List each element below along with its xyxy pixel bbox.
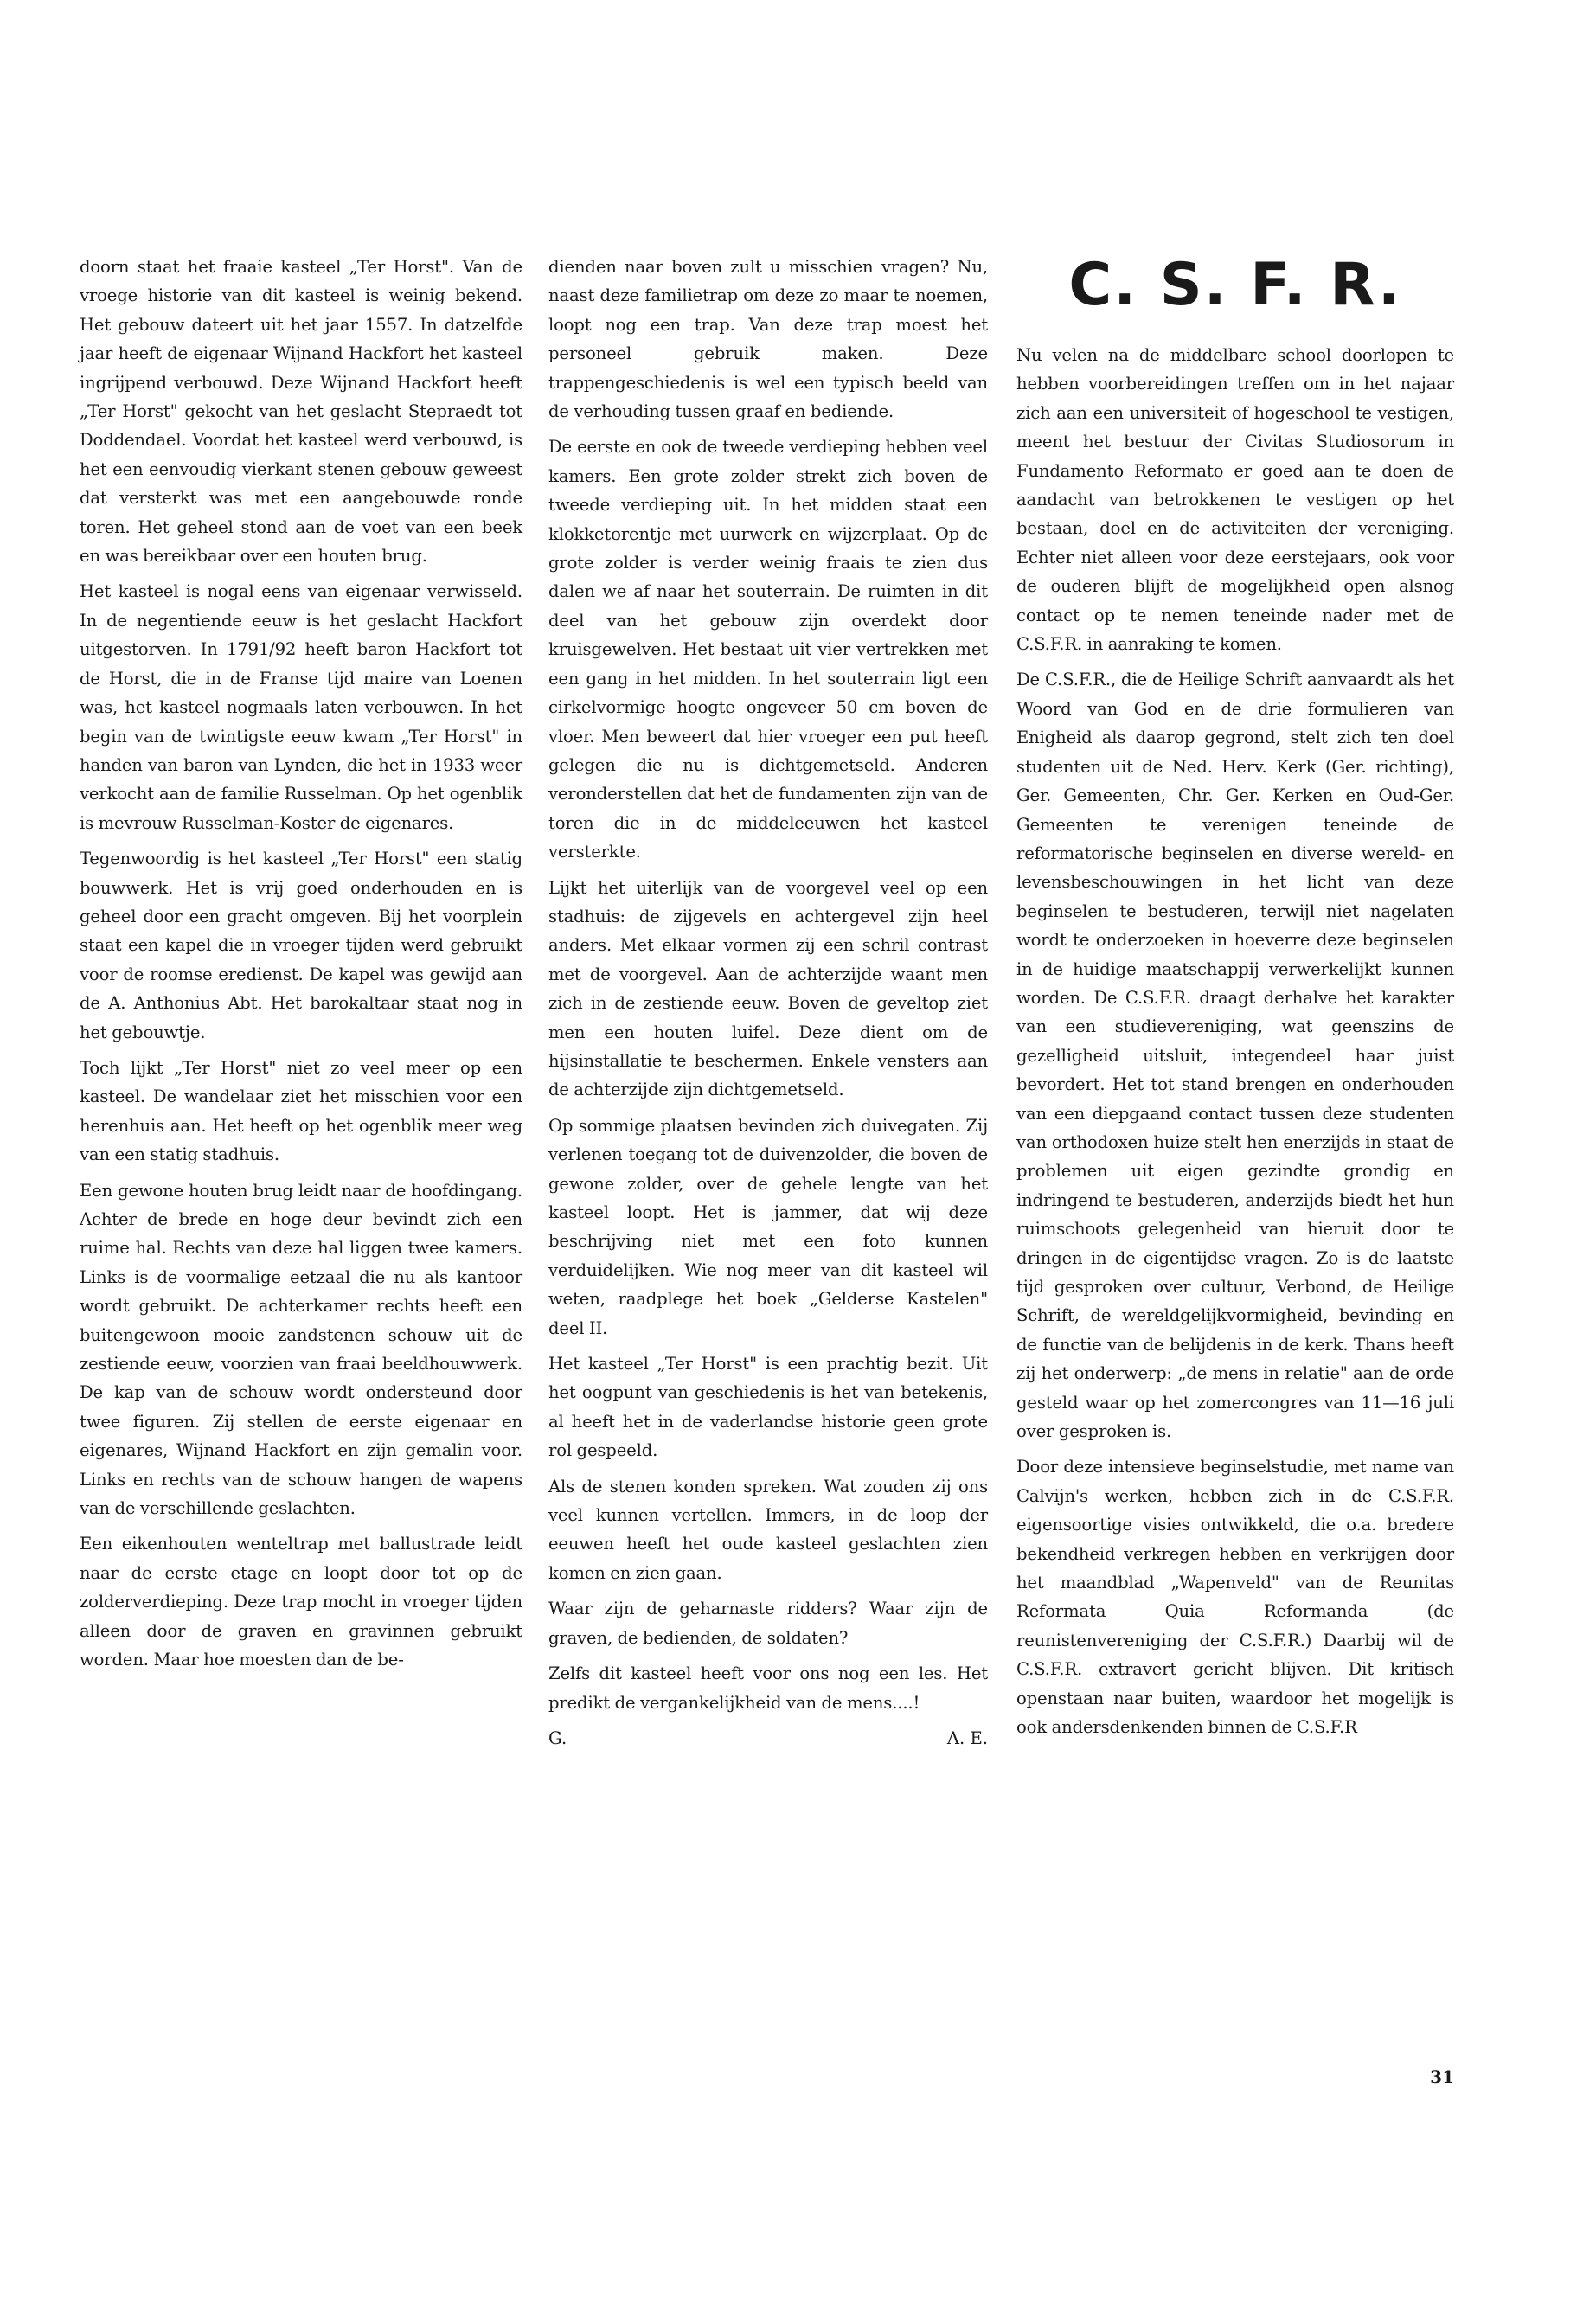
paragraph: Zelfs dit kasteel heeft voor ons nog een les. Het predikt de vergankelijkheid van de mens....! — [548, 1663, 988, 1713]
paragraph: Tegenwoordig is het kasteel „Ter Horst" een statig bouwwerk. Het is vrij goed onderhouden en is geheel door een gracht omgeven. Bij het voorplein staat een kapel die in vroeger tijden werd gebruikt voor de roomse eredienst. De kapel was gewijd aan de A. Anthonius Abt. Het barokaltaar staat nog in het gebouwtje. — [80, 849, 522, 1042]
paragraph: doorn staat het fraaie kasteel „Ter Horst". Van de vroege historie van dit kasteel is weinig bekend. Het gebouw dateert uit het jaar 1557. In datzelfde jaar heeft de eigenaar Wijnand Hackfort het kasteel ingrijpend verbouwd. Deze Wijnand Hackfort heeft „Ter Horst" gekocht van het geslacht Stepraedt tot Doddendael. Voordat het kasteel werd verbouwd, is het een eenvoudig vierkant stenen gebouw geweest dat versterkt was met een aangebouwde ronde toren. Het geheel stond aan de voet van een beek en was bereikbaar over een houten brug. — [80, 257, 522, 567]
paragraph: De C.S.F.R., die de Heilige Schrift aanvaardt als het Woord van God en de drie formulieren van Enigheid als daarop gegrond, stelt zich ten doel studenten uit de Ned. Herv. Kerk (Ger. richting), Ger. Gemeenten, Chr. Ger. Kerken en Oud-Ger. Gemeenten te verenigen teneinde de reformatorische beginselen en diverse wereld- en levensbeschouwingen in het licht van deze beginselen te bestuderen, terwijl niet nagelaten wordt te onderzoeken in hoeverre deze beginselen in de huidige maatschappij verwerkelijkt kunnen worden. De C.S.F.R. draagt derhalve het karakter van een studievereniging, wat geenszins de gezelligheid uitsluit, integendeel haar juist bevordert. Het tot stand brengen en onderhouden van een diepgaand contact tussen deze studenten van orthodoxen huize stelt hen enerzijds in staat de problemen uit eigen gezindte grondig en indringend te bestuderen, anderzijds biedt het hun ruimschoots gelegenheid van hieruit door te dringen in de eigentijdse vragen. Zo is de laatste tijd gesproken over cultuur, Verbond, de Heilige Schrift, de wereldgelijkvormigheid, bevinding en de functie van de belijdenis in de kerk. Thans heeft zij het onderwerp: „de mens in relatie" aan de orde gesteld waar op het zomercongres van 11—16 juli over gesproken is. — [1016, 670, 1454, 1442]
paragraph: Toch lijkt „Ter Horst" niet zo veel meer op een kasteel. De wandelaar ziet het misschien voor een herenhuis aan. Het heeft op het ogenblik meer weg van een statig stadhuis. — [80, 1057, 522, 1165]
paragraph: De eerste en ook de tweede verdieping hebben veel kamers. Een grote zolder strekt zich boven de tweede verdieping uit. In het midden staat een klokketorentje met uurwerk en wijzerplaat. Op de grote zolder is verder weinig fraais te zien dus dalen we af naar het souterrain. De ruimten in dit deel van het gebouw zijn overdekt door kruisgewelven. Het bestaat uit vier vertrekken met een gang in het midden. In het souterrain ligt een cirkelvormige hoogte ongeveer 50 cm boven de vloer. Men beweert dat hier vroeger een put heeft gelegen die nu is dichtgemetseld. Anderen veronderstellen dat het de fundamenten zijn van de toren die in de middeleeuwen het kasteel versterkte. — [548, 437, 988, 862]
signature-initial-left: G. — [548, 1727, 567, 1748]
article-heading: C. S. F. R. — [1068, 251, 1402, 319]
author-signature — [548, 1724, 988, 1753]
paragraph: dienden naar boven zult u misschien vragen? Nu, naast deze familietrap om deze zo maar te noemen, loopt nog een trap. Van deze trap moest het personeel gebruik maken. Deze trappengeschiedenis is wel een typisch beeld van de verhouding tussen graaf en bediende. — [548, 257, 988, 422]
paragraph: Als de stenen konden spreken. Wat zouden zij ons veel kunnen vertellen. Immers, in de loop der eeuwen heeft het oude kasteel geslachten zien komen en zien gaan. — [548, 1476, 988, 1583]
paragraph: Op sommige plaatsen bevinden zich duivegaten. Zij verlenen toegang tot de duivenzolder, die boven de gewone zolder, over de gehele lengte van het kasteel loopt. Het is jammer, dat wij deze beschrijving niet met een foto kunnen verduidelijken. Wie nog meer van dit kasteel wil weten, raadplege het boek „Gelderse Kastelen" deel II. — [548, 1115, 988, 1338]
paragraph: Lijkt het uiterlijk van de voorgevel veel op een stadhuis: de zijgevels en achtergevel zijn heel anders. Met elkaar vormen zij een schril contrast met de voorgevel. Aan de achterzijde waant men zich in de zestiende eeuw. Boven de geveltop ziet men een houten luifel. Deze dient om de hijsinstallatie te beschermen. Enkele vensters aan de achterzijde zijn dichtgemetseld. — [548, 877, 988, 1100]
paragraph: Nu velen na de middelbare school doorlopen te hebben voorbereidingen treffen om in het najaar zich aan een universiteit of hogeschool te vestigen, meent het bestuur der Civitas Studiosorum in Fundamento Reformato er goed aan te doen de aandacht van betrokkenen te vestigen op het bestaan, doel en de activiteiten der vereniging. Echter niet alleen voor deze eerstejaars, ook voor de ouderen blijft de mogelijkheid open alsnog contact op te nemen teneinde nader met de C.S.F.R. in aanraking te komen. — [1016, 345, 1454, 655]
article-column-2 — [548, 253, 988, 1753]
paragraph: Het kasteel is nogal eens van eigenaar verwisseld. In de negentiende eeuw is het geslacht Hackfort uitgestorven. In 1791/92 heeft baron Hackfort tot de Horst, die in de Franse tijd maire van Loenen was, het kasteel nogmaals laten verbouwen. In het begin van de twintigste eeuw kwam „Ter Horst" in handen van baron van Lynden, die het in 1933 weer verkocht aan de familie Russelman. Op het ogenblik is mevrouw Russelman-Koster de eigenares. — [80, 581, 522, 833]
article-column-3 — [1016, 253, 1454, 1749]
paragraph: Een gewone houten brug leidt naar de hoofdingang. Achter de brede en hoge deur bevindt zich een ruime hal. Rechts van deze hal liggen twee kamers. Links is de voormalige eetzaal die nu als kantoor wordt gebruikt. De achterkamer rechts heeft een buitengewoon mooie zandstenen schouw uit de zestiende eeuw, voorzien van fraai beeldhouwwerk. De kap van de schouw wordt ondersteund door twee figuren. Zij stellen de eerste eigenaar en eigenares, Wijnand Hackfort en zijn gemalin voor. Links en rechts van de schouw hangen de wapens van de verschillende geslachten. — [80, 1180, 522, 1519]
paragraph: Door deze intensieve beginselstudie, met name van Calvijn's werken, hebben zich in de C.S.F.R. eigensoortige visies ontwikkeld, die o.a. bredere bekendheid verkregen hebben en verkrijgen door het maandblad „Wapenveld" van de Reunitas Reformata Quia Reformanda (de reunistenvereniging der C.S.F.R.) Daarbij wil de C.S.F.R. extravert gericht blijven. Dit kritisch openstaan naar buiten, waardoor het mogelijk is ook andersdenkenden binnen de C.S.F.R — [1016, 1457, 1454, 1738]
paragraph: Waar zijn de geharnaste ridders? Waar zijn de graven, de bedienden, de soldaten? — [548, 1599, 988, 1648]
signature-initial-right: A. E. — [946, 1727, 988, 1748]
article-column-1 — [80, 253, 522, 1682]
page-number: 31 — [1430, 2067, 1454, 2087]
paragraph: Een eikenhouten wenteltrap met ballustrade leidt naar de eerste etage en loopt door tot op de zolderverdieping. Deze trap mocht in vroeger tijden alleen door de graven en gravinnen gebruikt worden. Maar hoe moesten dan de be- — [80, 1534, 522, 1670]
paragraph: Het kasteel „Ter Horst" is een prachtig bezit. Uit het oogpunt van geschiedenis is het van betekenis, al heeft het in de vaderlandse historie geen grote rol gespeeld. — [548, 1354, 988, 1461]
